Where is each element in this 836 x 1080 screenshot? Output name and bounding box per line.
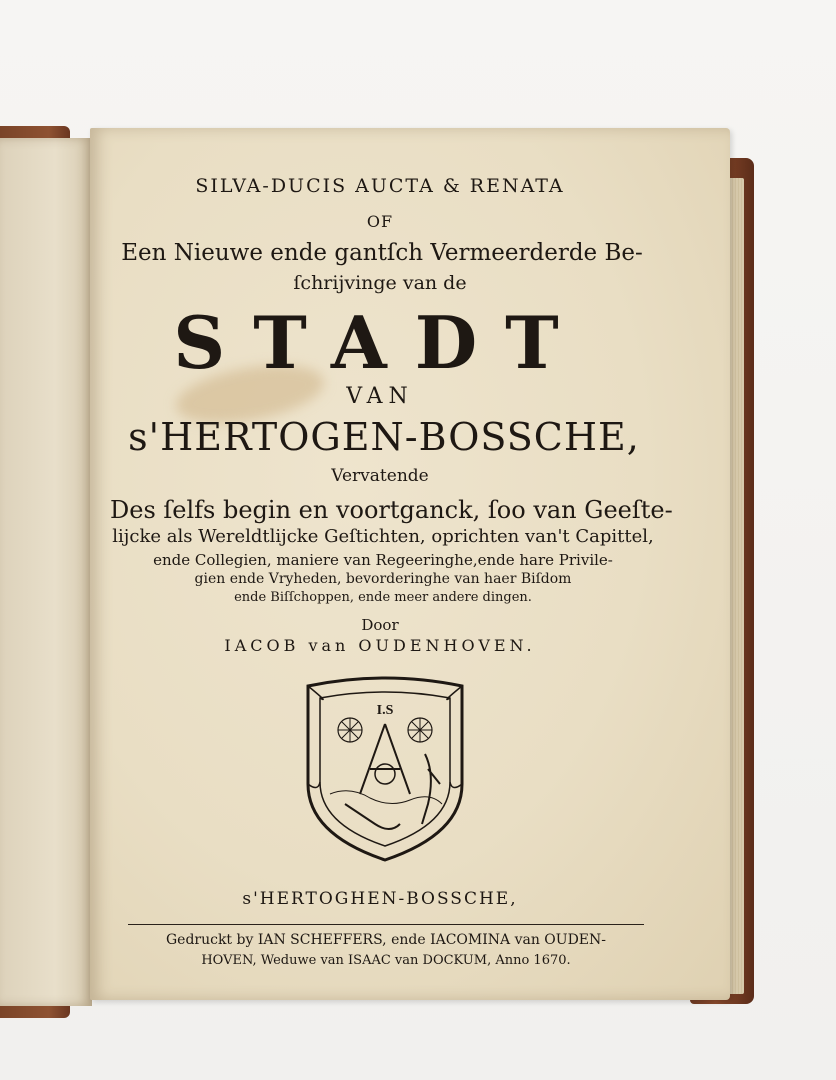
subtitle-line-4: gien ende Vryheden, bevorderinghe van haer Biſdom <box>194 571 572 587</box>
imprint-rule <box>128 924 644 925</box>
emblem-initials: I.S <box>376 703 394 718</box>
title-line-1: SILVA-DUCIS AUCTA & RENATA <box>195 175 565 197</box>
left-page <box>0 138 92 1006</box>
author-door: Door <box>361 616 399 634</box>
title-city: s'HERTOGEN-BOSSCHE, <box>128 415 640 459</box>
title-line-4: ſchrijvinge van de <box>293 272 467 294</box>
imprint-line-1: Gedruckt by IAN SCHEFFERS, ende IACOMINA van OUDEN- <box>165 932 607 948</box>
title-van: VAN <box>346 384 414 409</box>
title-line-3: Een Nieuwe ende gantſch Vermeerderde Be- <box>121 240 643 266</box>
subtitle-line-3: ende Collegien, maniere van Regeeringhe,ende hare Privile- <box>153 551 613 569</box>
imprint-line-2: HOVEN, Weduwe van ISAAC van DOCKUM, Anno 1670. <box>201 953 571 968</box>
title-vervatende: Vervatende <box>331 466 429 486</box>
author-name: IACOB van OUDENHOVEN. <box>224 636 536 655</box>
imprint-city: s'HERTOGHEN-BOSSCHE, <box>242 889 518 909</box>
subtitle-line-1: Des ſelfs begin en voortganck, ſoo van Geeſte- <box>110 496 673 524</box>
title-line-2: OF <box>366 212 394 231</box>
subtitle-line-2: lijcke als Wereldtlijcke Geſtichten, oprichten van't Capittel, <box>112 526 654 547</box>
printer-emblem <box>290 674 480 864</box>
subtitle-line-5: ende Biſſchoppen, ende meer andere dingen. <box>234 590 532 605</box>
title-stadt: STADT <box>173 300 587 385</box>
